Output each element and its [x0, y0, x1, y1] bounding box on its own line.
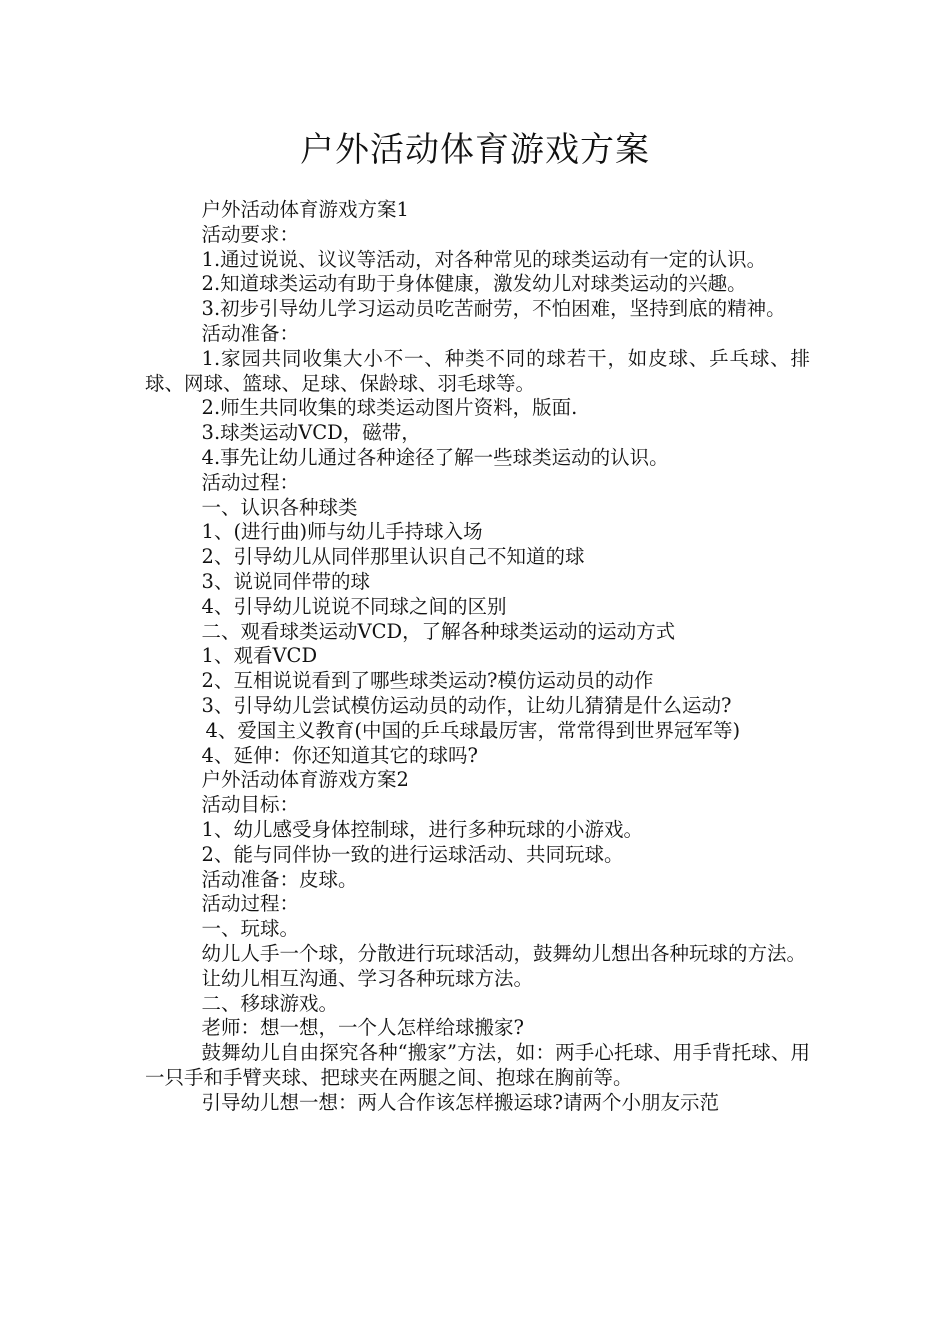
paragraph: 活动目标： [201, 793, 300, 817]
document-body [145, 198, 810, 1115]
paragraph: 活动准备：皮球。 [201, 867, 358, 891]
paragraph: 2.知道球类运动有助于身体健康，激发幼儿对球类运动的兴趣。 [201, 272, 747, 296]
section-heading-1: 户外活动体育游戏方案1 [201, 198, 409, 221]
paragraph: 1、(进行曲)师与幼儿手持球入场 [201, 520, 483, 544]
paragraph: 一、玩球。 [201, 917, 300, 941]
paragraph: 1、幼儿感受身体控制球，进行多种玩球的小游戏。 [201, 817, 643, 841]
paragraph: 鼓舞幼儿自由探究各种“搬家”方法，如：两手心托球、用手背托球、用一只手和手臂夹球、把球夹在两腿之间、抱球在胸前等。 [145, 1041, 810, 1089]
paragraph: 4、引导幼儿说说不同球之间的区别 [201, 594, 507, 618]
paragraph: 3、引导幼儿尝试模仿运动员的动作，让幼儿猜猜是什么运动? [201, 693, 732, 717]
paragraph: 活动过程： [201, 470, 300, 494]
paragraph: 老师：想一想，一个人怎样给球搬家? [201, 1016, 525, 1040]
document-title: 户外活动体育游戏方案 [300, 130, 650, 170]
paragraph: 1、观看VCD [201, 644, 318, 668]
paragraph: 4、延伸：你还知道其它的球吗? [201, 743, 478, 767]
paragraph: 3、说说同伴带的球 [201, 569, 370, 593]
paragraph: 2.师生共同收集的球类运动图片资料，版面. [201, 396, 578, 420]
paragraph: 二、观看球类运动VCD，了解各种球类运动的运动方式 [201, 619, 676, 643]
paragraph: 1.通过说说、议议等活动，对各种常见的球类运动有一定的认识。 [201, 247, 767, 271]
paragraph: 2、引导幼儿从同伴那里认识自己不知道的球 [201, 545, 585, 569]
paragraph: 3.初步引导幼儿学习运动员吃苦耐劳，不怕困难，坚持到底的精神。 [201, 297, 786, 321]
paragraph: 2、能与同伴协一致的进行运球活动、共同玩球。 [201, 842, 624, 866]
paragraph: 4.事先让幼儿通过各种途径了解一些球类运动的认识。 [201, 445, 669, 469]
paragraph: 活动过程： [201, 892, 300, 916]
paragraph: 让幼儿相互沟通、学习各种玩球方法。 [201, 966, 534, 990]
paragraph: 活动准备： [201, 321, 300, 345]
paragraph: 1.家园共同收集大小不一、种类不同的球若干，如皮球、乒乓球、排球、网球、篮球、足球、保龄球、羽毛球等。 [145, 346, 810, 395]
paragraph: 2、互相说说看到了哪些球类运动?模仿运动员的动作 [201, 669, 654, 693]
paragraph: 二、移球游戏。 [201, 991, 339, 1015]
paragraph: 幼儿人手一个球，分散进行玩球活动，鼓舞幼儿想出各种玩球的方法。 [201, 941, 807, 965]
paragraph: 引导幼儿想一想：两人合作该怎样搬运球?请两个小朋友示范 [201, 1090, 720, 1114]
paragraph: 一、认识各种球类 [201, 495, 358, 519]
section-heading-2: 户外活动体育游戏方案2 [201, 768, 409, 792]
paragraph: 4、爱国主义教育(中国的乒乓球最厉害，常常得到世界冠军等) [205, 718, 741, 742]
paragraph: 活动要求： [201, 222, 300, 246]
paragraph: 3.球类运动VCD，磁带， [201, 421, 421, 445]
